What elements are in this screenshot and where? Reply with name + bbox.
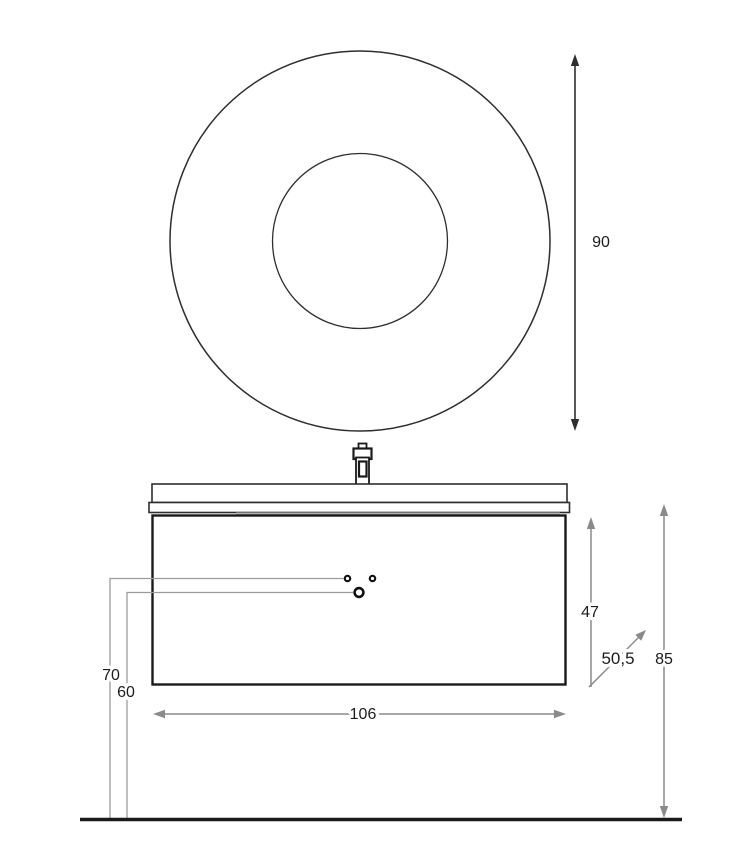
dim-upper-holes-label: 70 xyxy=(102,667,120,684)
arrowhead-down-icon xyxy=(571,419,579,431)
arrowhead-down-icon xyxy=(660,806,668,818)
dim-lower-hole-label: 60 xyxy=(117,684,135,701)
dim-mirror-height-arrow xyxy=(571,54,579,431)
dim-total-height-label: 85 xyxy=(655,651,673,668)
hole-small-right xyxy=(370,576,375,581)
arrowhead-up-icon xyxy=(587,517,595,529)
arrowhead-up-icon xyxy=(571,54,579,66)
cabinet xyxy=(153,516,566,685)
mirror xyxy=(170,51,550,431)
dim-width-label: 106 xyxy=(349,706,377,723)
arrowhead-right-icon xyxy=(554,710,566,718)
mirror-inner-circle xyxy=(273,154,448,329)
arrowhead-up-icon xyxy=(660,504,668,516)
countertop-body xyxy=(152,484,567,503)
countertop-lip xyxy=(149,503,570,513)
hole-large xyxy=(355,588,364,597)
dim-cabinet-height-label: 47 xyxy=(581,604,599,621)
dim-mirror-height-label: 90 xyxy=(592,234,610,251)
dim-depth-label: 50,5 xyxy=(601,649,635,668)
countertop xyxy=(149,484,570,517)
dim-cabinet-height-arrow xyxy=(587,517,595,687)
faucet-lever-detail xyxy=(359,462,367,477)
arrowhead-left-icon xyxy=(153,710,165,718)
hole-small-left xyxy=(345,576,350,581)
